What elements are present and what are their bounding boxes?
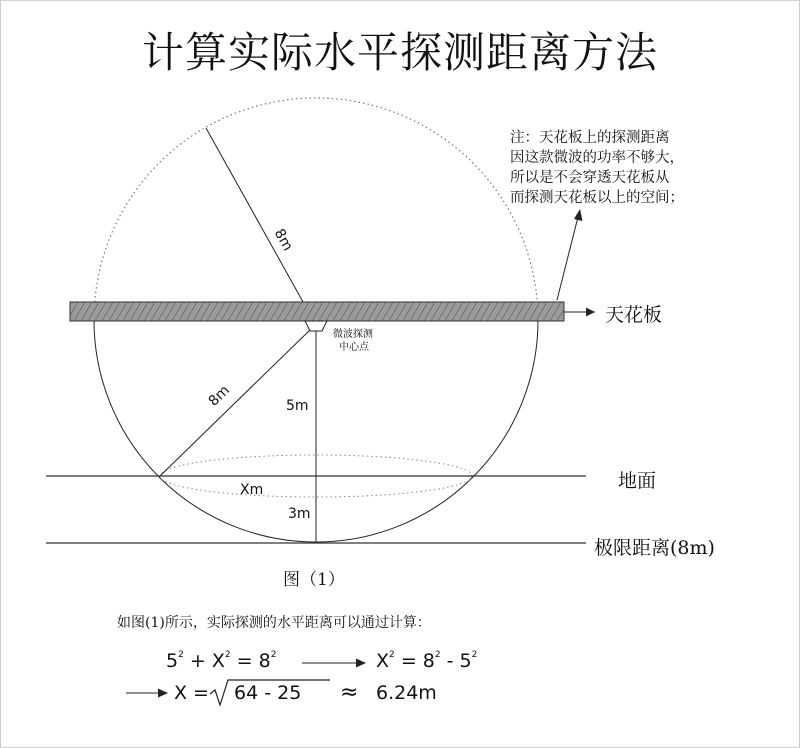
formula-x-eq: X =	[174, 682, 209, 704]
formula-arrowhead-1	[356, 659, 366, 668]
approx-sign: ≈	[340, 680, 359, 705]
radius-upper-label: 8m	[270, 226, 296, 254]
center-point-label-1: 微波探测	[333, 329, 373, 340]
formula-line-1-rhs: $X^2 = 8^2 - 5^2$	[376, 650, 478, 672]
formula-radicand: 64 - 25	[234, 682, 302, 704]
height-5m-label: 5m	[286, 398, 309, 414]
formula-lhs-a: 5	[166, 650, 179, 672]
ceiling-arrowhead	[586, 308, 595, 317]
formula-result: 6.24m	[376, 682, 437, 704]
figure-caption: 图（1）	[283, 570, 345, 590]
height-3m-label: 3m	[288, 506, 311, 522]
formula-arrowhead-2	[158, 689, 168, 698]
note-arrowhead	[574, 209, 583, 221]
page-title: 计算实际水平探测距离方法	[141, 28, 658, 77]
upper-dotted-arc	[94, 98, 538, 320]
formula-eq1: = 8	[236, 650, 271, 672]
ceiling-bar	[70, 302, 564, 321]
center-point-label-2: 中心点	[339, 342, 369, 353]
explain-text: 如图(1)所示，实际探测的水平距离可以通过计算：	[117, 615, 431, 631]
formula-rhs-eq: = 8	[400, 650, 435, 672]
note-text: 注：天花板上的探测距离 因这款微波的功率不够大， 所以是不会穿透天花板从 而探测天花板以上的空间；	[510, 130, 684, 206]
radius-lower-label: 8m	[205, 382, 233, 410]
limit-label: 极限距离(8m)	[594, 537, 715, 559]
note-arrow	[557, 217, 578, 300]
formula-minus: - 5	[446, 650, 472, 672]
ceiling-label: 天花板	[605, 304, 663, 326]
ground-label: 地面	[618, 470, 657, 492]
sensor-icon	[305, 321, 327, 331]
formula-plus-x: + X	[189, 650, 225, 672]
radius-upper-line	[206, 128, 312, 318]
formula-line-1: $5^2 + X^2 = 8^2$	[166, 650, 277, 672]
formula-rhs-x: X	[376, 650, 390, 672]
xm-label: Xm	[240, 482, 264, 498]
